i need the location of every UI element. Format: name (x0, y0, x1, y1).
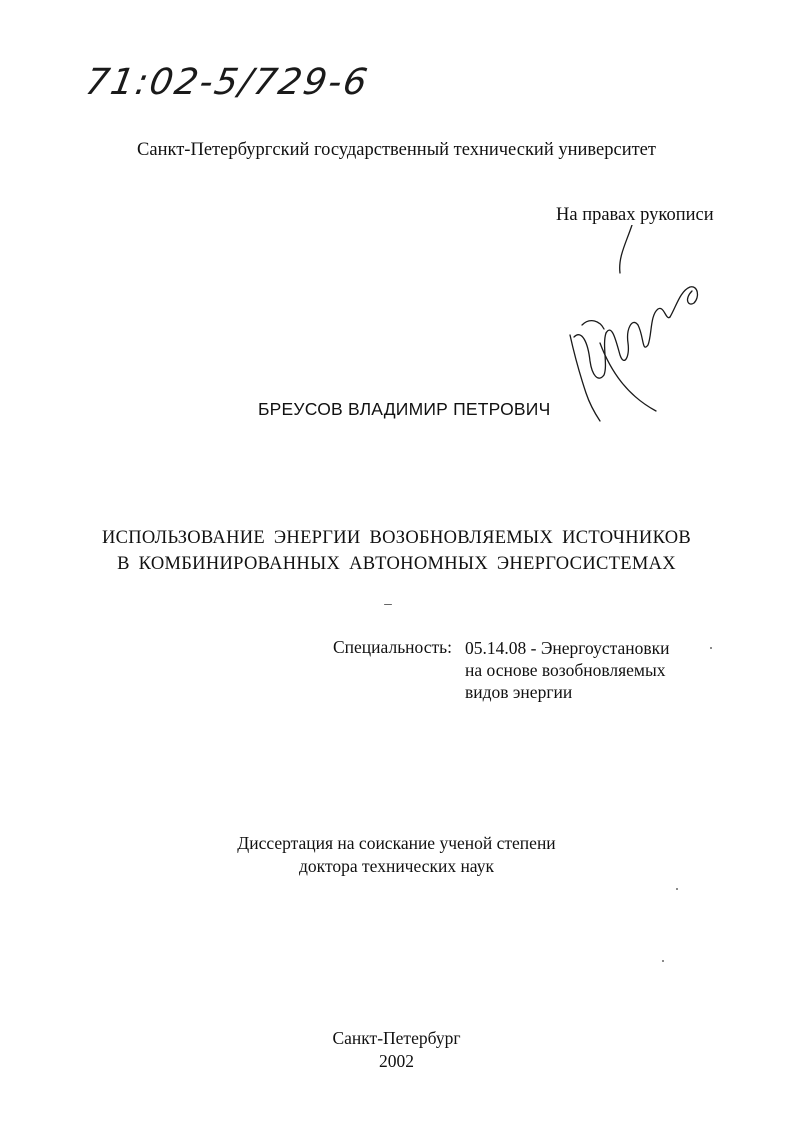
speciality-value (465, 637, 669, 703)
city: Санкт-Петербург (332, 1028, 461, 1048)
place-and-year (0, 1027, 793, 1073)
title-line-2: В КОМБИНИРОВАННЫХ АВТОНОМНЫХ ЭНЕРГОСИСТЕМАХ (117, 554, 676, 574)
signature-icon (560, 225, 710, 425)
degree-line-2: доктора технических наук (299, 856, 494, 876)
author-name: БРЕУСОВ ВЛАДИМИР ПЕТРОВИЧ (258, 399, 551, 419)
dissertation-title (0, 525, 793, 577)
speciality-line-3: видов энергии (465, 682, 573, 702)
speciality-line-2: на основе возобновляемых (465, 660, 666, 680)
scan-speck (676, 888, 678, 890)
manuscript-rights-note: На правах рукописи (556, 205, 714, 225)
title-line-1: ИСПОЛЬЗОВАНИЕ ЭНЕРГИИ ВОЗОБНОВЛЯЕМЫХ ИСТОЧНИКОВ (101, 528, 692, 548)
scan-speck (384, 604, 392, 605)
speciality-line-1: 05.14.08 - Энергоустановки (465, 638, 670, 658)
scan-speck (662, 960, 664, 962)
university-name: Санкт-Петербургский государственный технический университет (137, 140, 656, 160)
degree-statement (0, 832, 793, 878)
year: 2002 (379, 1051, 414, 1071)
archive-number: 71:02-5/729-6 (82, 62, 373, 103)
scan-speck (710, 647, 712, 649)
degree-line-1: Диссертация на соискание ученой степени (237, 833, 556, 853)
speciality-label: Специальность: (333, 637, 452, 657)
